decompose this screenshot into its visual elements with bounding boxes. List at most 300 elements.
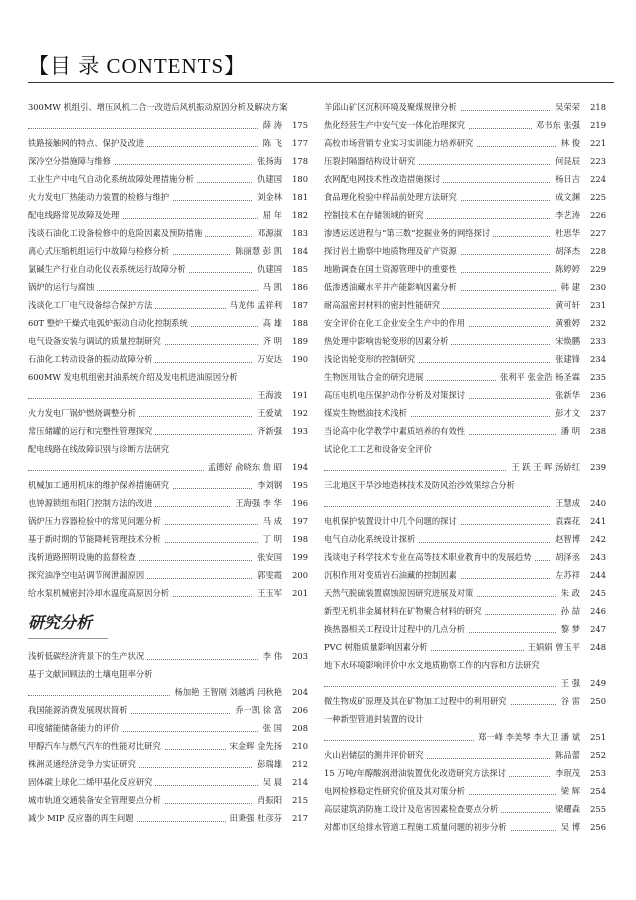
toc-entry [324, 206, 606, 224]
entry-page: 242 [580, 530, 606, 548]
entry-page: 203 [282, 647, 308, 665]
entry-title: 农网配电网技术性改造措施探讨 [324, 174, 443, 184]
entry-title: 食品理化检验中样品前处理方法研究 [324, 192, 460, 202]
entry-title: 电机保护装置设计中几个问题的探讨 [324, 516, 460, 526]
entry-author: 吴 晨 [259, 773, 282, 791]
entry-page: 245 [580, 584, 606, 602]
entry-author: 李珉茂 [551, 764, 580, 782]
entry-page: 233 [580, 332, 606, 350]
toc-entry [28, 170, 308, 188]
entry-title: 深冷空分措施障与维修 [28, 156, 114, 166]
entry-title: 一种新型管道封装置的设计 [324, 714, 427, 724]
entry-author: 黎 梦 [557, 620, 580, 638]
toc-entry [28, 224, 308, 242]
entry-page: 246 [580, 602, 606, 620]
entry-author: 黄雅婷 [551, 314, 580, 332]
entry-page: 231 [580, 296, 606, 314]
toc-entry [324, 350, 606, 368]
contents-header: 【目 录 CONTENTS】 [28, 54, 247, 78]
toc-entry [28, 548, 308, 566]
entry-author: 高 雄 [259, 314, 282, 332]
toc-entry [28, 755, 308, 773]
toc-entry [324, 692, 606, 710]
entry-page: 177 [282, 134, 308, 152]
entry-page: 191 [282, 386, 308, 404]
entry-page: 180 [282, 170, 308, 188]
entry-page: 212 [282, 755, 308, 773]
entry-author: 万安达 [253, 350, 282, 368]
dot-leader [28, 128, 278, 129]
toc-entry [324, 584, 606, 602]
entry-author: 张建锋 [551, 350, 580, 368]
toc-entry [324, 710, 606, 728]
entry-title: 低渗透油藏水平井产能影响因素分析 [324, 282, 460, 292]
entry-page: 256 [580, 818, 606, 836]
entry-page: 198 [282, 530, 308, 548]
entry-page: 255 [580, 800, 606, 818]
toc-entry [28, 737, 308, 755]
entry-title: 耐高温密封材料的密封性能研究 [324, 300, 443, 310]
entry-page: 187 [282, 296, 308, 314]
toc-entry [324, 152, 606, 170]
entry-title: 株洲灵通经济竞争力实证研究 [28, 759, 139, 769]
entry-page: 208 [282, 719, 308, 737]
entry-title: 60T 整炉干燥式电弧炉振动自动化控制系统 [28, 318, 191, 328]
entry-page: 229 [580, 260, 606, 278]
toc-entry [28, 368, 308, 386]
entry-title: 焦化经营生产中安气安一体化治理探究 [324, 120, 468, 130]
entry-title: 基于文献回顾法的土壤电阻率分析 [28, 669, 155, 679]
toc-entry [324, 512, 606, 530]
toc-entry [324, 476, 606, 494]
toc-entry [324, 602, 606, 620]
entry-page: 210 [282, 737, 308, 755]
dot-leader [324, 686, 576, 687]
entry-title: 微生物成矿原理及其在矿物加工过程中的利用研究 [324, 696, 510, 706]
entry-title: 城市轨道交通装备安全管理要点分析 [28, 795, 164, 805]
entry-author: 王 强 [557, 674, 580, 692]
entry-title: 天然气脱硫装置腐蚀原因研究进展及对策 [324, 588, 476, 598]
entry-author: 马 成 [259, 512, 282, 530]
entry-author: 李刘钢 [253, 476, 282, 494]
entry-author: 何昆辰 [551, 152, 580, 170]
entry-author: 宋焕鹏 [551, 332, 580, 350]
entry-title: 工业生产中电气自动化系统故障处理措施分析 [28, 174, 197, 184]
entry-page: 240 [580, 494, 606, 512]
entry-author: 宋金辉 金先扬 [226, 737, 282, 755]
toc-entry [324, 674, 606, 692]
entry-author: 张扬海 [253, 152, 282, 170]
entry-page: 199 [282, 548, 308, 566]
toc-entry [324, 98, 606, 116]
entry-title: 高层建筑消防施工设计及危害因素检查要点分析 [324, 804, 501, 814]
entry-author: 仇建国 [253, 260, 282, 278]
entry-author: 潘 明 [557, 422, 580, 440]
entry-title: 甲醇汽车与燃气汽车的性能对比研究 [28, 741, 164, 751]
entry-title: 电气设备安装与调试的质量控制研究 [28, 336, 164, 346]
toc-entry [324, 260, 606, 278]
toc-entry [28, 350, 308, 368]
toc-entry [324, 638, 606, 656]
entry-page: 219 [580, 116, 606, 134]
entry-author: 肖振阳 [253, 791, 282, 809]
entry-page: 250 [580, 692, 606, 710]
entry-title: 新型无机非金属材料在矿物聚合材料的研究 [324, 606, 485, 616]
entry-author: 彭瑞雄 [253, 755, 282, 773]
toc-entry [324, 404, 606, 422]
entry-author: 杜思华 [551, 224, 580, 242]
entry-author: 孙 喆 [557, 602, 580, 620]
toc-entry [28, 701, 308, 719]
entry-title: 给水泵机械密封冷却水温度高原因分析 [28, 588, 172, 598]
toc-entry [324, 368, 606, 386]
entry-page: 195 [282, 476, 308, 494]
entry-author: 黄可轩 [551, 296, 580, 314]
entry-author: 屈 年 [259, 206, 282, 224]
entry-author: 胡泽杰 [551, 242, 580, 260]
entry-page: 193 [282, 422, 308, 440]
entry-page: 197 [282, 512, 308, 530]
entry-title: 机械加工通用机床的维护保养措施研究 [28, 480, 172, 490]
entry-author: 仇建国 [253, 170, 282, 188]
entry-title: 铁路接触网的特点、保护及改进 [28, 138, 147, 148]
entry-page: 188 [282, 314, 308, 332]
entry-title: 换热器相关工程设计过程中的几点分析 [324, 624, 468, 634]
entry-title: PVC 树脂质量影响因素分析 [324, 642, 431, 652]
entry-author: 王慧成 [551, 494, 580, 512]
entry-title: 浅谈电子科学技术专业在高等技术职业教育中的发展趋势 [324, 552, 534, 562]
toc-entry [28, 422, 308, 440]
toc-entry [28, 440, 308, 458]
entry-author: 李 伟 [259, 647, 282, 665]
entry-page: 175 [282, 116, 308, 134]
entry-page: 247 [580, 620, 606, 638]
entry-title: 热处理中影响齿轮变形的因素分析 [324, 336, 451, 346]
toc-entry [324, 332, 606, 350]
entry-author: 成文渊 [551, 188, 580, 206]
entry-author: 陈 飞 [259, 134, 282, 152]
entry-page: 232 [580, 314, 606, 332]
entry-page: 194 [282, 458, 308, 476]
toc-entry [324, 548, 606, 566]
entry-author: 齐 明 [259, 332, 282, 350]
entry-title: 火山岩储层的测井评价研究 [324, 750, 427, 760]
entry-title: 煤炭生物燃油技术浅析 [324, 408, 410, 418]
entry-author: 陈丽慧 彭 凯 [231, 242, 282, 260]
entry-title: 印度储能储备能力的评价 [28, 723, 122, 733]
entry-author: 韩 建 [557, 278, 580, 296]
toc-entry [324, 386, 606, 404]
toc-entry [28, 296, 308, 314]
entry-page: 237 [580, 404, 606, 422]
entry-page: 227 [580, 224, 606, 242]
entry-author: 吴 博 [557, 818, 580, 836]
entry-title: 探讨岩土勘察中地质物理及矿产资源 [324, 246, 460, 256]
entry-page: 225 [580, 188, 606, 206]
entry-author: 田秉强 杜彦芬 [226, 809, 282, 827]
toc-entry [28, 809, 308, 827]
entry-title: 固体碳上球化二烯甲基化反应研究 [28, 777, 155, 787]
entry-title: 高校市场营销专业实习实训能力培养研究 [324, 138, 476, 148]
entry-page: 192 [282, 404, 308, 422]
toc-entry [324, 188, 606, 206]
toc-entry [324, 620, 606, 638]
entry-page: 206 [282, 701, 308, 719]
entry-title: 地下水环境影响评价中水文地质勘察工作的内容和方法研究 [324, 660, 543, 670]
entry-title: 三北地区干旱沙地造林技术及防风治沙效果综合分析 [324, 480, 518, 490]
entry-author: 张 国 [259, 719, 282, 737]
entry-page: 239 [580, 458, 606, 476]
entry-title: 安全评价在化工企业安全生产中的作用 [324, 318, 468, 328]
entry-page: 217 [282, 809, 308, 827]
entry-page: 230 [580, 278, 606, 296]
entry-page: 204 [282, 683, 308, 701]
entry-author: 彭才文 [551, 404, 580, 422]
entry-page: 185 [282, 260, 308, 278]
entry-page: 200 [282, 566, 308, 584]
header-rule [28, 82, 614, 83]
entry-page: 254 [580, 782, 606, 800]
dot-leader [324, 506, 576, 507]
entry-title: 300MW 机组引、增压风机二合一改造后风机振动原因分析及解决方案 [28, 102, 291, 112]
left-column [28, 98, 308, 827]
entry-page: 223 [580, 152, 606, 170]
toc-entry [28, 116, 308, 134]
entry-page: 221 [580, 134, 606, 152]
entry-page: 241 [580, 512, 606, 530]
entry-title: 也钟源锁组布阻门控制方法的改进 [28, 498, 155, 508]
toc-entry [324, 278, 606, 296]
entry-page: 218 [580, 98, 606, 116]
entry-page: 235 [580, 368, 606, 386]
entry-page: 251 [580, 728, 606, 746]
entry-title: 氯碱生产行业自动化仪表系统运行故障分析 [28, 264, 189, 274]
toc-entry [28, 242, 308, 260]
entry-author: 张利平 张金浩 杨圣霖 [496, 368, 580, 386]
toc-entry [28, 458, 308, 476]
toc-entry [28, 665, 308, 683]
entry-author: 袁霖花 [551, 512, 580, 530]
toc-entry [324, 782, 606, 800]
entry-title: 高压电机电压保护动作分析及对策探讨 [324, 390, 468, 400]
entry-page: 184 [282, 242, 308, 260]
entry-title: 电网检修稳定性研究价值及其对策分析 [324, 786, 468, 796]
toc-entry [28, 773, 308, 791]
entry-title: 火力发电厂热能动力装置的检修与维护 [28, 192, 172, 202]
entry-title: 试论化工工艺和设备安全评价 [324, 444, 435, 454]
entry-author: 张安国 [253, 548, 282, 566]
entry-title: 羊邱山矿区沉积环境及聚煤规律分析 [324, 102, 460, 112]
entry-title: 浅谈化工厂电气设备综合保护方法 [28, 300, 155, 310]
entry-page: 214 [282, 773, 308, 791]
entry-author: 梁 辉 [557, 782, 580, 800]
entry-author: 陈婷婷 [551, 260, 580, 278]
toc-entry [324, 656, 606, 674]
toc-entry [28, 530, 308, 548]
entry-author: 邓源淑 [253, 224, 282, 242]
entry-title: 我国能源消费发展现状简析 [28, 705, 131, 715]
entry-author: 左苏祥 [551, 566, 580, 584]
entry-author: 赵智博 [551, 530, 580, 548]
entry-page: 249 [580, 674, 606, 692]
toc-entry [324, 800, 606, 818]
toc-entry [28, 647, 308, 665]
entry-page: 189 [282, 332, 308, 350]
entry-author: 乔一凯 徐 富 [231, 701, 282, 719]
toc-entry [28, 206, 308, 224]
entry-author: 王爱斌 [253, 404, 282, 422]
entry-title: 浅谈石油化工设备检修中的危险因素及预防措施 [28, 228, 205, 238]
entry-author: 王 跃 王 晖 汤娇红 [507, 458, 580, 476]
entry-title: 减少 MIP 反应器的再生问题 [28, 813, 137, 823]
entry-author: 孟德好 俞晓东 詹 昭 [204, 458, 282, 476]
entry-author: 王海强 李 华 [231, 494, 282, 512]
entry-page: 243 [580, 548, 606, 566]
entry-title: 15 万吨/年醇酸润滑油装置优化改造研究方法探讨 [324, 768, 509, 778]
toc-entry [28, 584, 308, 602]
toc-entry [28, 260, 308, 278]
entry-title: 浅析道路照明设施的监督检查 [28, 552, 139, 562]
entry-author: 王娟娟 曾玉平 [524, 638, 580, 656]
entry-page: 201 [282, 584, 308, 602]
entry-title: 浅析低碳经济背景下的生产状况 [28, 651, 147, 661]
entry-page: 228 [580, 242, 606, 260]
entry-title: 当论高中化学教学中素质培养的有效性 [324, 426, 468, 436]
toc-entry [324, 818, 606, 836]
entry-author: 王海波 [253, 386, 282, 404]
toc-entry [324, 728, 606, 746]
toc-entry [28, 512, 308, 530]
toc-entry [28, 791, 308, 809]
entry-title: 配电线路在线故障识别与诊断方法研究 [28, 444, 172, 454]
entry-page: 238 [580, 422, 606, 440]
toc-entry [28, 188, 308, 206]
entry-page: 252 [580, 746, 606, 764]
toc-entry [324, 296, 606, 314]
dot-leader [28, 398, 278, 399]
entry-page: 234 [580, 350, 606, 368]
entry-author: 杨日吉 [551, 170, 580, 188]
toc-entry [324, 242, 606, 260]
toc-entry [28, 278, 308, 296]
entry-title: 600MW 发电机组密封油系统介绍及发电机进油原因分析 [28, 372, 241, 382]
entry-page: 248 [580, 638, 606, 656]
entry-title: 石油化工转动设备的振动故障分析 [28, 354, 155, 364]
entry-author: 林 俊 [557, 134, 580, 152]
toc-entry [324, 494, 606, 512]
entry-page: 186 [282, 278, 308, 296]
left-entries-group-1 [28, 98, 308, 602]
toc-entry [324, 458, 606, 476]
entry-title: 火力发电厂锅炉燃烧调整分析 [28, 408, 139, 418]
toc-entry [324, 566, 606, 584]
toc-entry [28, 404, 308, 422]
toc-entry [28, 314, 308, 332]
entry-title: 锅炉的运行与腐蚀 [28, 282, 97, 292]
entry-author: 谷 雷 [557, 692, 580, 710]
toc-entry [28, 98, 308, 116]
toc-entry [324, 530, 606, 548]
right-column [324, 98, 606, 836]
entry-author: 邓书东 张强 [532, 116, 580, 134]
entry-title: 地勘调查在国土资源管理中的重要性 [324, 264, 460, 274]
entry-title: 基于新时期的节能降耗管理技术分析 [28, 534, 164, 544]
entry-author: 陈品蕾 [551, 746, 580, 764]
entry-author: 吴荣荣 [551, 98, 580, 116]
toc-entry [324, 764, 606, 782]
toc-entry [28, 494, 308, 512]
entry-title: 配电线路常见故障及处理 [28, 210, 122, 220]
left-entries-group-2 [28, 647, 308, 827]
entry-author: 张新华 [551, 386, 580, 404]
toc-entry [28, 719, 308, 737]
entry-author: 郑一峰 李美琴 李大卫 潘 斌 [474, 728, 580, 746]
entry-title: 沉积作用对变质岩石油藏的控制因素 [324, 570, 460, 580]
entry-title: 压裂封隔器结构设计研究 [324, 156, 418, 166]
toc-entry [324, 116, 606, 134]
toc-entry [28, 152, 308, 170]
entry-author: 丁 明 [259, 530, 282, 548]
entry-title: 常压储罐的运行和完整性管理探究 [28, 426, 155, 436]
entry-page: 182 [282, 206, 308, 224]
entry-author: 朱 政 [557, 584, 580, 602]
entry-title: 浅论齿轮变形的控制研究 [324, 354, 418, 364]
entry-author: 杨加艳 王智刚 刘越鸿 闫秋艳 [171, 683, 282, 701]
toc-entry [324, 422, 606, 440]
entry-title: 生物医用钛合金的研究进展 [324, 372, 427, 382]
entry-author: 梁耀森 [551, 800, 580, 818]
entry-author: 王玉军 [253, 584, 282, 602]
toc-entry [324, 440, 606, 458]
entry-page: 224 [580, 170, 606, 188]
toc-entry [28, 566, 308, 584]
entry-author: 胡泽丞 [551, 548, 580, 566]
toc-entry [324, 134, 606, 152]
entry-title: 控制技术在存储领域的研究 [324, 210, 427, 220]
entry-page: 190 [282, 350, 308, 368]
toc-entry [324, 170, 606, 188]
section-title: 研究分析 [28, 608, 108, 639]
entry-page: 244 [580, 566, 606, 584]
entry-author: 薛 涛 [259, 116, 282, 134]
toc-entry [324, 224, 606, 242]
entry-page: 236 [580, 386, 606, 404]
toc-entry [324, 746, 606, 764]
entry-title: 离心式压缩机组运行中故障与检修分析 [28, 246, 172, 256]
entry-author: 马 凯 [259, 278, 282, 296]
entry-page: 196 [282, 494, 308, 512]
entry-author: 马龙伟 孟祥利 [226, 296, 282, 314]
entry-title: 渗透运送进程与“第三数”挖掘业务的网络探讨 [324, 228, 493, 238]
entry-author: 刘金林 [253, 188, 282, 206]
entry-page: 215 [282, 791, 308, 809]
entry-page: 181 [282, 188, 308, 206]
toc-entry [324, 314, 606, 332]
entry-title: 探究油净空电站调节阀泄漏原因 [28, 570, 147, 580]
toc-entry [28, 386, 308, 404]
entry-title: 锅炉压力容器检验中的常见问题分析 [28, 516, 164, 526]
entry-author: 郭雯霞 [253, 566, 282, 584]
entry-title: 电气自动化系统设计探析 [324, 534, 418, 544]
entry-page: 183 [282, 224, 308, 242]
entry-page: 253 [580, 764, 606, 782]
entry-author: 齐新强 [253, 422, 282, 440]
toc-entry [28, 683, 308, 701]
entry-title: 对都市区给排水管道工程施工质量问题的初步分析 [324, 822, 510, 832]
entry-page: 226 [580, 206, 606, 224]
toc-entry [28, 476, 308, 494]
toc-entry [28, 332, 308, 350]
